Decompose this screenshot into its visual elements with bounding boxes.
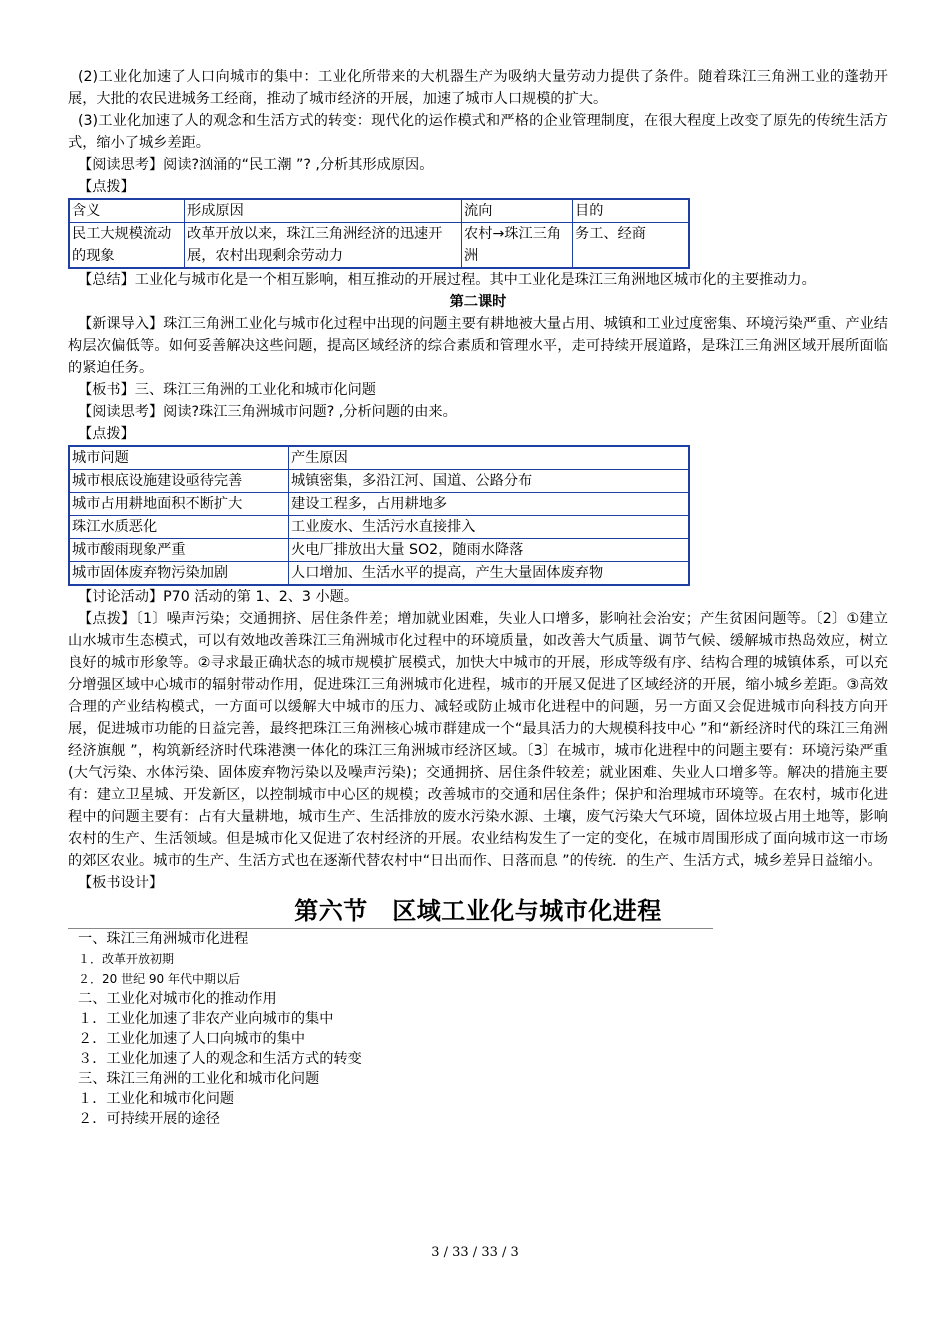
table-cell: 珠江水质恶化 — [69, 516, 289, 539]
table-row — [69, 470, 689, 493]
new-lesson-intro: 【新课导入】珠江三角洲工业化与城市化过程中出现的问题主要有耕地被大量占用、城镇和工业过度密集、环境污染严重、产业结构层次偏低等。如何妥善解决这些问题，提高区域经济的综合素质和管理水平，走可持续开展道路，是珠江三角洲区域开展所面临的紧迫任务。 — [68, 316, 888, 376]
discussion-activity: 【讨论活动】P70 活动的第 1、2、3 小题。 — [78, 589, 359, 605]
table-cell: 城市占用耕地面积不断扩大 — [69, 493, 289, 516]
migrant-wave-table — [68, 198, 690, 269]
paragraph-lifestyle-change: (3)工业化加速了人的观念和生活方式的转变：现代化的运作模式和严格的企业管理制度，在很大程度上改变了原先的传统生活方式，缩小了城乡差距。 — [68, 113, 888, 151]
table-cell: 城市固体废弃物污染加剧 — [69, 562, 289, 586]
city-problems-table — [68, 445, 690, 586]
reading-question-migrant-wave: 【阅读思考】阅读?汹涌的“民工潮 ”? ,分析其形成原因。 — [78, 157, 434, 173]
table-cell: 工业废水、生活污水直接排入 — [289, 516, 690, 539]
table-cell: 建设工程多，占用耕地多 — [289, 493, 690, 516]
outline-item: ２．工业化加速了人口向城市的集中 — [78, 1031, 306, 1047]
table-cell: 城市酸雨现象严重 — [69, 539, 289, 562]
discussion-hint-paragraph: 【点拨】〔1〕噪声污染；交通拥挤、居住条件差；增加就业困难，失业人口增多，影响社会治安；产生贫困问题等。〔2〕①建立山水城市生态模式，可以有效地改善珠江三角洲城市化过程中的环境质量，如改善大气质量、调节气候、缓解城市热岛效应，树立良好的城市形象等。②寻求最正确状态的城市规模扩展模式，加快大中城市的开展，形成等级有序、结构合理的城镇体系，可以充分增强区域中心城市的辐射带动作用，促进珠江三角洲城市化进程，城市的开展又促进了区域经济的开展，缩小城乡差距。③高效合理的产业结构模式，一方面可以缓解大中城市的压力、减轻或防止城市化进程中的问题，另一方面又会促进城市向科技方向开展，促进城市功能的日益完善，最终把珠江三角洲核心城市群建成一个“最具活力的大规模科技中心 ”和“新经济时代的珠江三角洲经济旗舰 ”，构筑新经济时代珠港澳一体化的珠江三角洲城市经济区域。〔3〕在城市，城市化进程中的问题主要有：环境污染严重(大气污染、水体污染、固体废弃物污染以及噪声污染)；交通拥挤、居住条件较差；就业困难、失业人口增多等。解决的措施主要有：建立卫星城、开发新区，以控制城市中心区的规模；改善城市的交通和居住条件；保护和治理城市环境等。在农村，城市化进程中的问题主要有：占有大量耕地，城市生产、生活排放的废水污染水源、土壤，废气污染大气环境，固体垃圾占用土地等，影响农村的生产、生活领域。但是城市化又促进了农村经济的开展。农业结构发生了一定的变化，在城市周围形成了面向城市这一市场的郊区农业。城市的生产、生活方式也在逐渐代替农村中“日出而作、日落而息 ”的传统．的生产、生活方式，城乡差异日益缩小。 — [68, 611, 888, 869]
table-header-cell: 形成原因 — [185, 199, 462, 223]
table-row — [69, 516, 689, 539]
board-outline — [68, 929, 888, 1129]
table-row — [69, 562, 689, 586]
table-row — [69, 539, 689, 562]
outline-item: ３．工业化加速了人的观念和生活方式的转变 — [78, 1051, 362, 1067]
board-design-label: 【板书设计】 — [78, 875, 164, 891]
document-page — [68, 66, 888, 1129]
reading-question-city-problems: 【阅读思考】阅读?珠江三角洲城市问题? ,分析问题的由来。 — [78, 404, 457, 420]
table-header-cell: 含义 — [69, 199, 185, 223]
outline-item: 一、珠江三角洲城市化进程 — [78, 931, 249, 947]
summary-paragraph: 【总结】工业化与城市化是一个相互影响，相互推动的开展过程。其中工业化是珠江三角洲地区城市化的主要推动力。 — [78, 272, 816, 288]
paragraph-industrialization-population: (2)工业化加速了人口向城市的集中：工业化所带来的大机器生产为吸纳大量劳动力提供了条件。随着珠江三角洲工业的蓬勃开展，大批的农民进城务工经商，推动了城市经济的开展，加速了城市人口规模的扩大。 — [68, 69, 888, 107]
table-cell: 火电厂排放出大量 SO2，随雨水降落 — [289, 539, 690, 562]
outline-item: 三、珠江三角洲的工业化和城市化问题 — [78, 1071, 320, 1087]
lesson-two-title: 第二课时 — [449, 294, 507, 310]
hint-label: 【点拨】 — [78, 179, 135, 195]
table-cell: 民工大规模流动的现象 — [69, 223, 185, 269]
table-cell: 改革开放以来，珠江三角洲经济的迅速开展，农村出现剩余劳动力 — [185, 223, 462, 269]
table-cell: 农村→珠江三角洲 — [462, 223, 573, 269]
table-cell: 城市根底设施建设亟待完善 — [69, 470, 289, 493]
table-header-cell: 城市问题 — [69, 446, 289, 470]
outline-item: １．工业化和城市化问题 — [78, 1091, 235, 1107]
outline-item: 二、工业化对城市化的推动作用 — [78, 991, 277, 1007]
outline-item: １．工业化加速了非农产业向城市的集中 — [78, 1011, 334, 1027]
table-cell: 人口增加、生活水平的提高，产生大量固体废弃物 — [289, 562, 690, 586]
outline-item: ２．可持续开展的途径 — [78, 1111, 220, 1127]
table-header-cell: 目的 — [573, 199, 690, 223]
table-row — [69, 223, 689, 269]
section-title: 第六节 区域工业化与城市化进程 — [294, 896, 662, 925]
outline-item: １．改革开放初期 — [78, 952, 175, 966]
board-note: 【板书】三、珠江三角洲的工业化和城市化问题 — [78, 382, 376, 398]
outline-item: ２．20 世纪 90 年代中期以后 — [78, 972, 240, 986]
table-header-cell: 流向 — [462, 199, 573, 223]
table-header-row — [69, 446, 689, 470]
page-number-footer: 3 / 33 / 33 / 3 — [431, 1245, 519, 1260]
hint-label: 【点拨】 — [78, 426, 135, 442]
table-row — [69, 493, 689, 516]
table-cell: 务工、经商 — [573, 223, 690, 269]
table-header-row — [69, 199, 689, 223]
table-cell: 城镇密集，多沿江河、国道、公路分布 — [289, 470, 690, 493]
table-header-cell: 产生原因 — [289, 446, 690, 470]
